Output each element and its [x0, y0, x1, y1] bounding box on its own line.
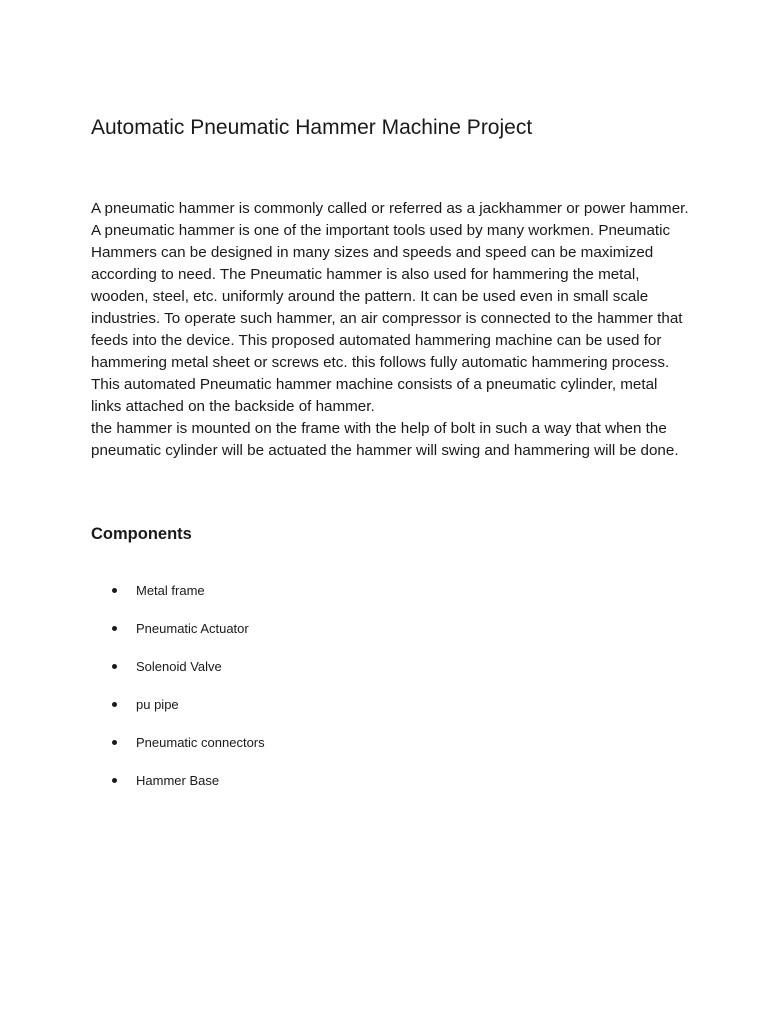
- component-label: Pneumatic Actuator: [136, 621, 249, 636]
- list-item: [0, 658, 768, 696]
- components-heading: Components: [91, 525, 192, 543]
- component-label: Metal frame: [136, 583, 205, 598]
- list-item: [0, 734, 768, 772]
- bullet-icon: [112, 740, 117, 745]
- list-item: [0, 696, 768, 734]
- components-list: [0, 582, 768, 810]
- list-item: [0, 772, 768, 810]
- component-label: pu pipe: [136, 697, 179, 712]
- bullet-icon: [112, 664, 117, 669]
- list-item: [0, 620, 768, 658]
- list-item: [0, 582, 768, 620]
- body-paragraph-1: A pneumatic hammer is commonly called or referred as a jackhammer or power hammer. A pneumatic hammer is one of the important tools used by many workmen. Pneumatic Hammers can be designed in many sizes and speeds and speed can be maximized according to need. The Pneumatic hammer is also used for hammering the metal, wooden, steel, etc. uniformly around the pattern. It can be used even in small scale industries. To operate such hammer, an air compressor is connected to the hammer that feeds into the device. This proposed automated hammering machine can be used for hammering metal sheet or screws etc. this follows fully automatic hammering process. This automated Pneumatic hammer machine consists of a pneumatic cylinder, metal links attached on the backside of hammer.: [91, 200, 689, 415]
- bullet-icon: [112, 626, 117, 631]
- bullet-icon: [112, 778, 117, 783]
- bullet-icon: [112, 702, 117, 707]
- body-paragraph-2: the hammer is mounted on the frame with the help of bolt in such a way that when the pneumatic cylinder will be actuated the hammer will swing and hammering will be done.: [91, 420, 679, 459]
- component-label: Pneumatic connectors: [136, 735, 265, 750]
- document-title: Automatic Pneumatic Hammer Machine Project: [91, 116, 533, 139]
- document-body: [91, 198, 691, 462]
- bullet-icon: [112, 588, 117, 593]
- component-label: Solenoid Valve: [136, 659, 222, 674]
- component-label: Hammer Base: [136, 773, 220, 788]
